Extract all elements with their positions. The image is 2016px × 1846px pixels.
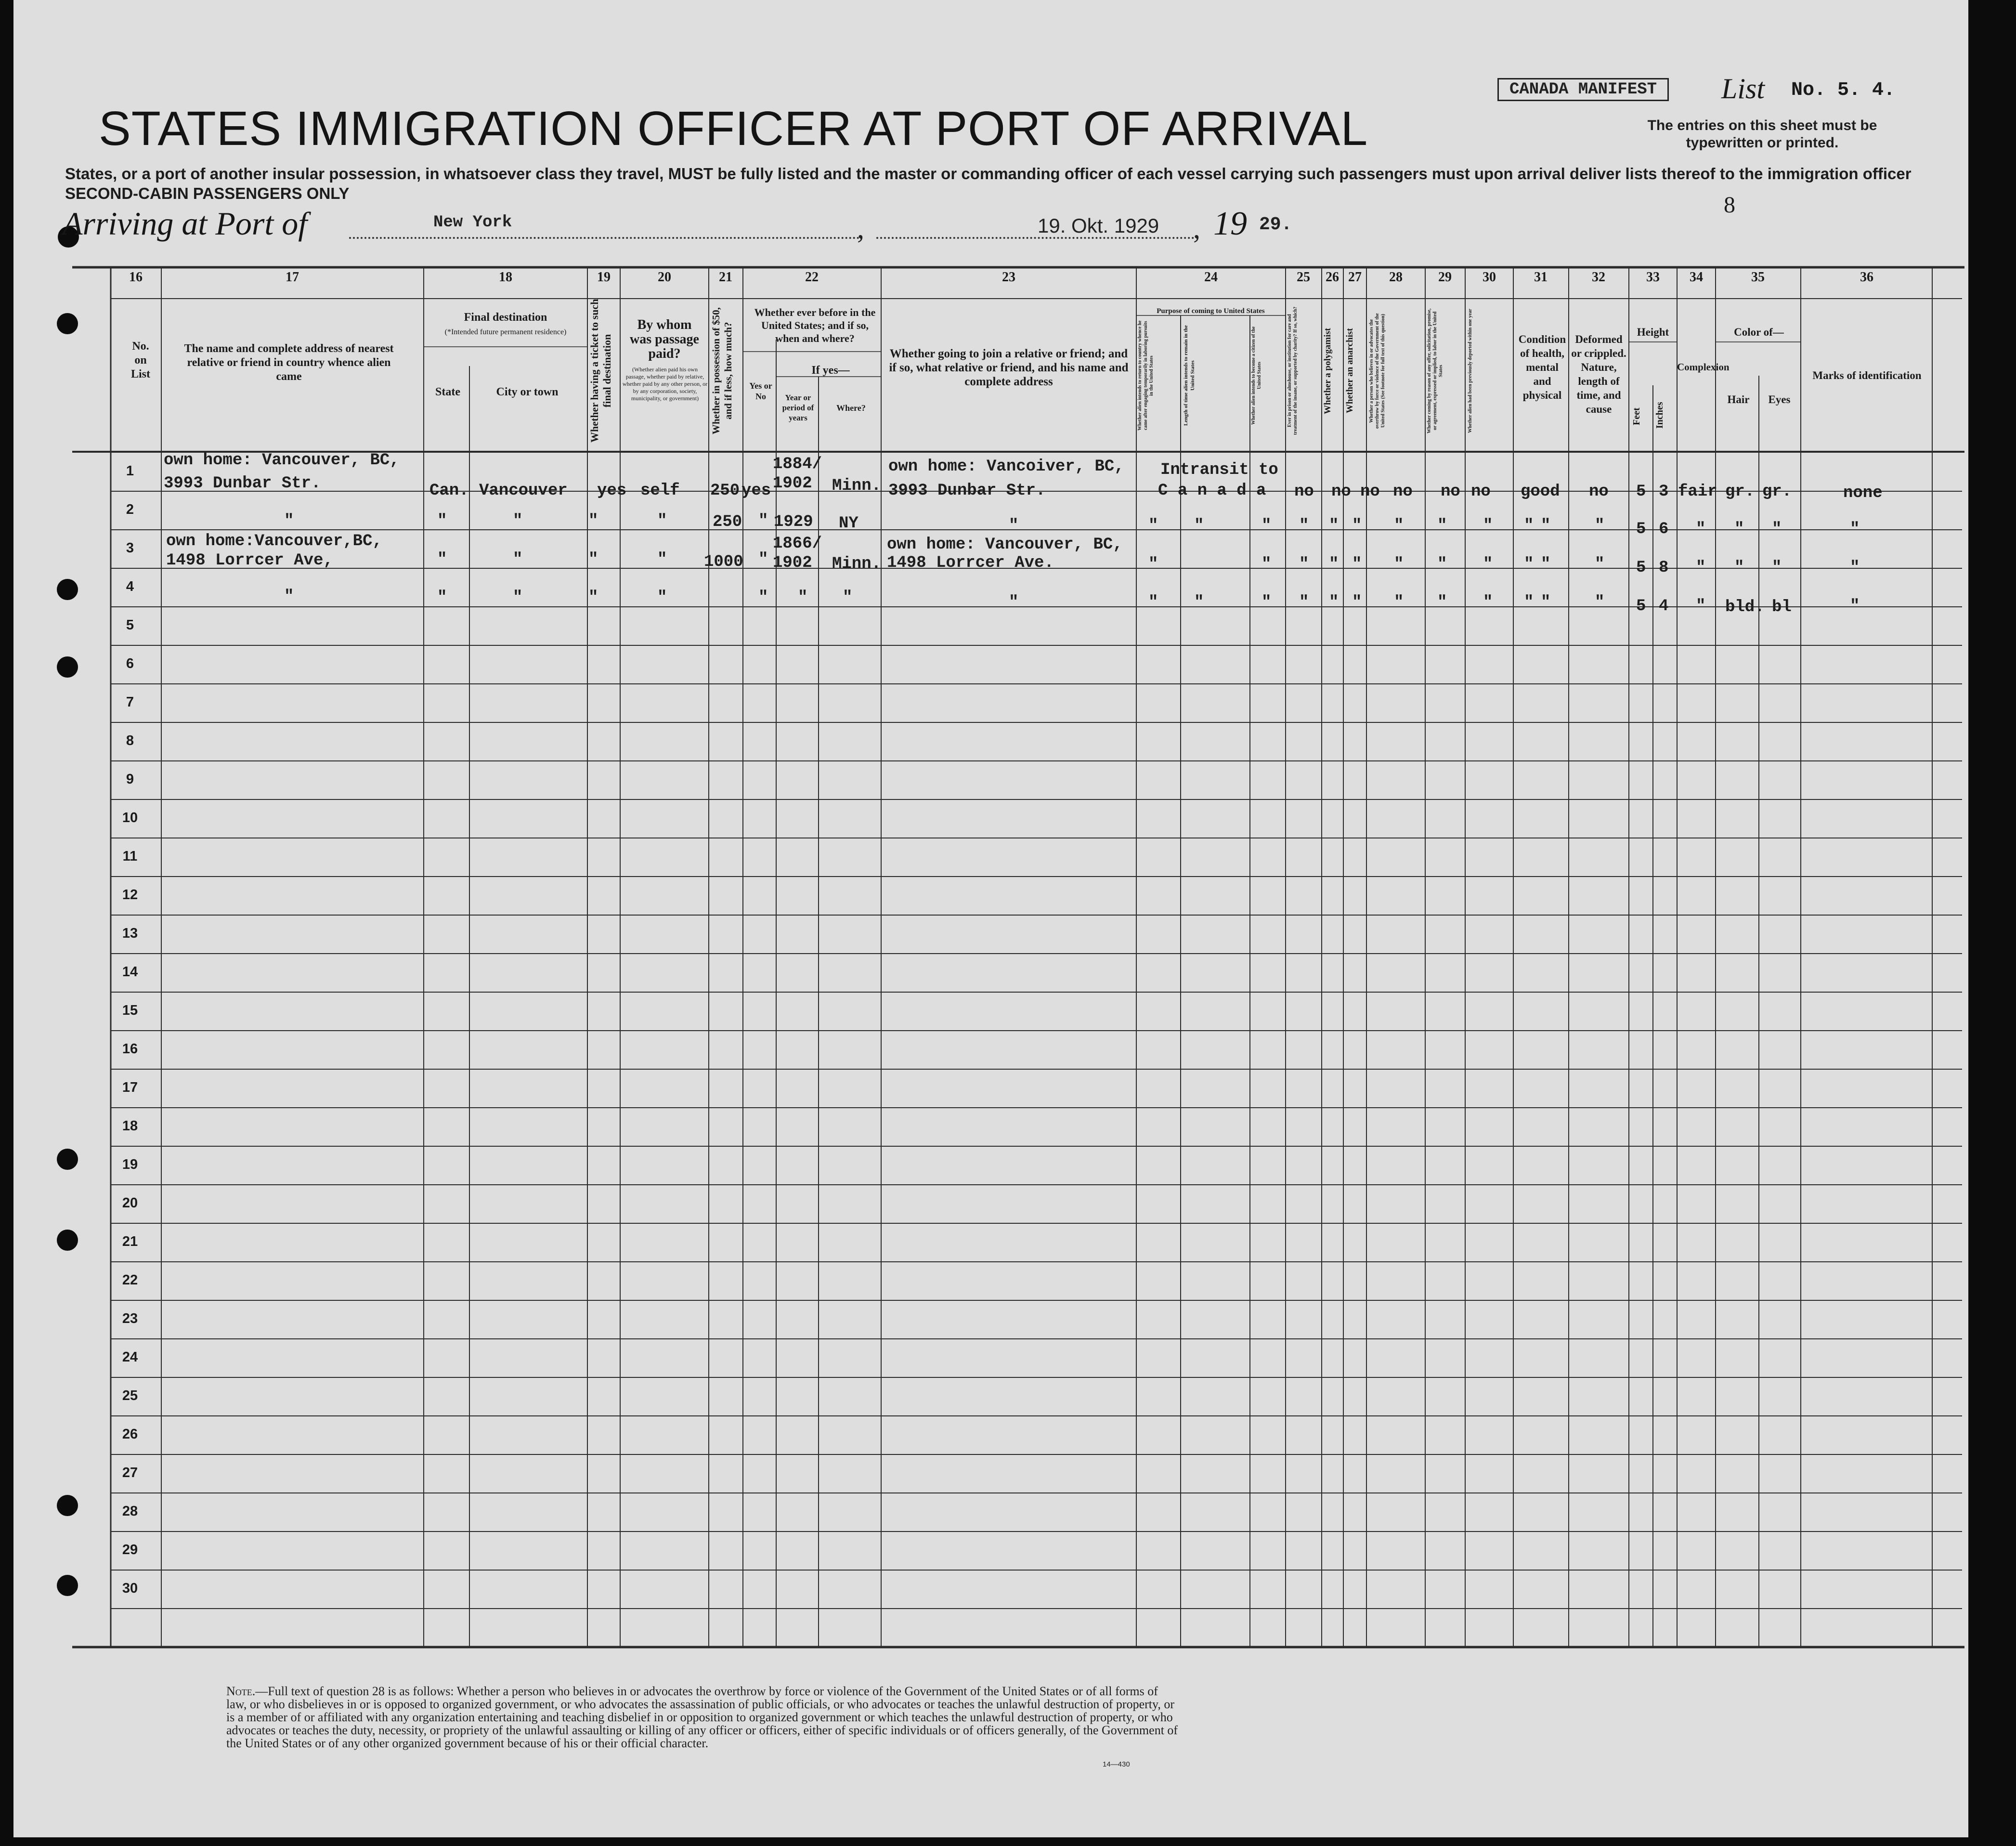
- entry-r4-inches: 4: [1659, 597, 1669, 615]
- header-ticket: Whether having a ticket to such final destination: [588, 299, 613, 443]
- entry-r1-years-end: 1902: [773, 474, 812, 493]
- page-subtitle: States, or a port of another insular possession, in whatsoever class they travel, MUST be fully listed and the master or commanding officer of each vessel carrying such passengers must upon arrival deliver lists thereof to the immigration officer: [65, 165, 1912, 183]
- comma: ,: [857, 212, 864, 244]
- ditto-mark: ": [1524, 593, 1534, 612]
- ditto-mark: ": [513, 589, 523, 607]
- column-number: 21: [719, 270, 732, 285]
- column-number: 32: [1592, 270, 1605, 285]
- ditto-mark: ": [1541, 517, 1551, 535]
- header-deported: Whether alien had been previously deported within one year: [1468, 309, 1473, 433]
- header-inches: Inches: [1654, 402, 1665, 429]
- ditto-mark: ": [1850, 520, 1860, 538]
- header-deformed: Deformed or crippled. Nature, length of time, and cause: [1571, 333, 1626, 415]
- ditto-mark: ": [1772, 520, 1782, 538]
- entry-r1-deformed: no: [1589, 483, 1609, 501]
- row-number: 25: [122, 1388, 138, 1403]
- row-number: 1: [126, 463, 134, 479]
- entry-r4-feet: 5: [1636, 597, 1646, 615]
- ditto-mark: ": [1148, 555, 1158, 574]
- entry-r3-inches: 8: [1659, 559, 1669, 577]
- row-number: 15: [122, 1003, 138, 1018]
- ditto-mark: ": [1009, 593, 1019, 612]
- header-final-destination-note: (*Intended future permanent residence): [444, 328, 567, 336]
- header-purpose-citizen: Whether alien intends to become a citizen of the United States: [1251, 326, 1262, 425]
- entry-r2-feet: 5: [1636, 520, 1646, 538]
- header-passage-note: (Whether alien paid his own passage, whether paid by relative, whether paid by any other person, or by any corporation, society, municipality, or government): [622, 366, 708, 402]
- entry-r3-join-address: 1498 Lorrcer Ave.: [887, 554, 1054, 572]
- entry-r3-join: own home: Vancouver, BC,: [887, 536, 1123, 554]
- ditto-mark: ": [1524, 517, 1534, 535]
- column-number: 35: [1751, 270, 1765, 285]
- header-height: Height: [1637, 326, 1669, 338]
- entry-r3-feet: 5: [1636, 559, 1646, 577]
- column-number: 33: [1646, 270, 1660, 285]
- header-yes-no: Yes or No: [749, 381, 772, 401]
- year-prefix: 19: [1213, 205, 1247, 242]
- ditto-mark: ": [588, 589, 598, 607]
- header-money: Whether in possession of $50, and if less, how much?: [710, 307, 734, 434]
- ditto-mark: ": [1734, 559, 1744, 577]
- entry-r2-inches: 6: [1659, 520, 1669, 538]
- header-where: Where?: [836, 403, 866, 413]
- entry-r1-purpose: Intransit to: [1160, 461, 1278, 479]
- header-hair: Hair: [1727, 393, 1750, 406]
- row-number: 13: [122, 926, 138, 941]
- ditto-mark: ": [1483, 593, 1493, 612]
- ditto-mark: ": [437, 589, 447, 607]
- row-number: 7: [126, 694, 134, 710]
- header-anarchist: Whether an anarchist: [1345, 328, 1355, 414]
- ditto-mark: ": [1394, 593, 1404, 612]
- ditto-mark: ": [1148, 593, 1158, 612]
- column-number: 36: [1860, 270, 1873, 285]
- ditto-mark: ": [1194, 517, 1204, 535]
- header-overthrow: Whether a person who believes in or advocates the overthrow by force or violence of the Government of the United States (See footnote for full text of this question): [1369, 313, 1386, 429]
- row-number: 23: [122, 1311, 138, 1326]
- column-number: 29: [1438, 270, 1452, 285]
- ditto-mark: ": [284, 512, 294, 530]
- footnote-label: Note.: [226, 1684, 256, 1698]
- row-number: 14: [122, 964, 138, 980]
- entry-r3-relative: own home:Vancouver,BC,: [166, 532, 382, 550]
- header-color-of: Color of—: [1734, 326, 1784, 338]
- ditto-mark: ": [1262, 593, 1272, 612]
- row-number: 3: [126, 540, 134, 556]
- footnote: [226, 1685, 1180, 1750]
- row-number: 17: [122, 1080, 138, 1095]
- entry-r4-hair: bld.: [1725, 598, 1765, 616]
- arrival-date: 19. Okt. 1929: [1038, 214, 1159, 237]
- ditto-mark: ": [437, 512, 447, 530]
- header-feet: Feet: [1631, 407, 1642, 426]
- row-number: 18: [122, 1118, 138, 1134]
- column-number: 34: [1690, 270, 1703, 285]
- ditto-mark: ": [1194, 593, 1204, 612]
- column-number: 24: [1204, 270, 1218, 285]
- entry-r1-deported: no: [1471, 483, 1491, 501]
- header-if-yes: If yes—: [811, 364, 850, 377]
- header-final-destination: Final destination: [464, 311, 547, 324]
- ditto-mark: ": [1734, 520, 1744, 538]
- ditto-mark: ": [758, 512, 768, 530]
- column-number: 16: [129, 270, 143, 285]
- ditto-mark: ": [1352, 555, 1362, 574]
- ditto-mark: ": [1329, 555, 1339, 574]
- row-number: 29: [122, 1542, 138, 1558]
- ditto-mark: ": [1009, 517, 1019, 535]
- header-no-on-list: No. on List: [130, 340, 150, 380]
- column-number: 19: [597, 270, 611, 285]
- header-purpose: Purpose of coming to United States: [1157, 307, 1265, 315]
- row-number: 10: [122, 810, 138, 825]
- ditto-mark: ": [1299, 555, 1309, 574]
- entry-r1-eyes: gr.: [1762, 483, 1792, 501]
- row-number: 2: [126, 502, 134, 517]
- header-join-relative: Whether going to join a relative or friend; and if so, what relative or friend, and his name and complete address: [889, 347, 1129, 388]
- header-eyes: Eyes: [1768, 393, 1791, 406]
- ditto-mark: ": [1541, 555, 1551, 574]
- ditto-mark: ": [513, 512, 523, 530]
- ditto-mark: ": [798, 589, 808, 607]
- entry-r1-relative: own home: Vancouver, BC,: [164, 451, 400, 470]
- entry-r1-money: 250: [710, 482, 740, 500]
- header-passage-paid: By whom was passage paid?: [630, 317, 699, 361]
- column-number: 23: [1002, 270, 1015, 285]
- row-number: 12: [122, 887, 138, 903]
- entry-r1-purpose-destination: C a n a d a: [1158, 482, 1266, 500]
- entry-r1-paid: self: [640, 482, 680, 500]
- row-number: 26: [122, 1427, 138, 1442]
- ditto-mark: ": [1329, 593, 1339, 612]
- page-title: STATES IMMIGRATION OFFICER AT PORT OF ARRIVAL: [99, 102, 1368, 156]
- entry-r1-feet: 5: [1636, 483, 1646, 501]
- row-number: 8: [126, 733, 134, 748]
- row-number: 5: [126, 617, 134, 633]
- entry-r1-hair: gr.: [1725, 483, 1755, 501]
- ditto-mark: ": [1352, 593, 1362, 612]
- ditto-mark: ": [1437, 593, 1447, 612]
- entry-r1-labor: no: [1441, 483, 1460, 501]
- entry-r1-before: yes: [741, 482, 771, 500]
- row-number: 27: [122, 1465, 138, 1480]
- row-number: 16: [122, 1041, 138, 1057]
- entry-r1-ticket: yes: [597, 482, 627, 500]
- ditto-mark: ": [588, 550, 598, 569]
- row-number: 19: [122, 1157, 138, 1172]
- ditto-mark: ": [657, 589, 667, 607]
- column-number: 27: [1348, 270, 1362, 285]
- entry-r4-eyes: bl: [1772, 598, 1792, 616]
- entry-r1-health: good: [1521, 483, 1560, 501]
- entry-r1-marks: none: [1843, 484, 1883, 502]
- arrival-year: 29.: [1259, 214, 1292, 235]
- ditto-mark: ": [1262, 555, 1272, 574]
- ditto-mark: ": [758, 550, 768, 569]
- column-number: 28: [1389, 270, 1403, 285]
- header-nearest-relative: The name and complete address of nearest relative or friend in country whence alien came: [184, 342, 394, 383]
- list-label: List: [1721, 73, 1765, 105]
- list-number: No. 5. 4.: [1791, 79, 1896, 101]
- passenger-class: SECOND-CABIN PASSENGERS ONLY: [65, 184, 350, 202]
- row-number: 30: [122, 1581, 138, 1596]
- ditto-mark: ": [1696, 597, 1706, 615]
- arrival-port: New York: [433, 213, 512, 232]
- arriving-label: Arriving at Port of: [63, 205, 308, 242]
- entry-r1-inches: 3: [1659, 483, 1669, 501]
- ditto-mark: ": [1329, 517, 1339, 535]
- header-purpose-length: Length of time alien intends to remain in the United States: [1183, 325, 1196, 426]
- entry-r3-money: 1000: [704, 553, 743, 571]
- entry-r1-join-address: 3993 Dunbar Str.: [888, 482, 1046, 500]
- ditto-mark: ": [1394, 555, 1404, 574]
- ditto-mark: ": [1696, 559, 1706, 577]
- header-polygamist: Whether a polygamist: [1323, 327, 1333, 414]
- typewritten-instruction: The entries on this sheet must be typewritten or printed.: [1647, 118, 1877, 151]
- row-number: 28: [122, 1504, 138, 1519]
- header-year-period: Year or period of years: [782, 393, 814, 422]
- entry-r1-city: Vancouver: [479, 482, 568, 500]
- row-number: 11: [122, 849, 138, 864]
- ditto-mark: ": [1850, 559, 1860, 577]
- column-number: 22: [805, 270, 819, 285]
- ditto-mark: ": [1595, 593, 1605, 612]
- column-number: 31: [1534, 270, 1548, 285]
- entry-r2-years: 1929: [774, 513, 813, 531]
- row-number: 21: [122, 1234, 138, 1249]
- column-number: 25: [1297, 270, 1310, 285]
- row-number: 20: [122, 1195, 138, 1211]
- entry-r1-relative-address: 3993 Dunbar Str.: [164, 474, 321, 493]
- column-number: 17: [286, 270, 299, 285]
- ditto-mark: ": [1541, 593, 1551, 612]
- column-number: 20: [658, 270, 671, 285]
- ditto-mark: ": [1524, 555, 1534, 574]
- ditto-mark: ": [843, 589, 853, 607]
- ditto-mark: ": [1437, 517, 1447, 535]
- ditto-mark: ": [437, 550, 447, 569]
- entry-r1-years: 1884/: [773, 455, 822, 473]
- ditto-mark: ": [513, 550, 523, 569]
- header-purpose-return: Whether alien intends to return to country whence he came after engaging temporarily in laboring pursuits in the United States: [1137, 320, 1154, 431]
- entry-r3-years: 1866/: [773, 535, 822, 553]
- header-prison: Ever in prison or almshouse, or institution for care and treatment of the insane, or supported by charity? If so, which?: [1287, 306, 1298, 435]
- footnote-text: —Full text of question 28 is as follows: Whether a person who believes in or advocates the overthrow by force or violence of the Government of the United States or of all forms of law, or who disbelieves in or is opposed to organized government, or who advocates the assassination of public officials, or who advocates or teaches the unlawful destruction of property, or is a member of or affiliated with any organization entertaining and teaching disbelief in or opposition to organized government or which teaches the unlawful destruction of property, or who advocates or teaches the duty, necessity, or propriety of the unlawful assaulting or killing of any officer or officers, either of specific individuals or of officers generally, of the Government of the United States or of any other organized government because of his or their official character.: [226, 1684, 1178, 1750]
- ditto-mark: ": [1595, 555, 1605, 574]
- entry-r1-state: Can.: [429, 482, 469, 500]
- ditto-mark: ": [588, 512, 598, 530]
- ditto-mark: ": [1148, 517, 1158, 535]
- column-number: 26: [1326, 270, 1339, 285]
- header-state: State: [435, 386, 460, 398]
- header-condition: Condition of health, mental and physical: [1518, 333, 1566, 401]
- entry-r3-where: Minn.: [832, 555, 882, 573]
- entry-r1-overthrow: no: [1393, 483, 1413, 501]
- header-complexion: Complexion: [1677, 361, 1730, 373]
- entry-r1-polygamist: no: [1331, 483, 1351, 501]
- header-before-in-us: Whether ever before in the United States; and if so, when and where?: [754, 306, 876, 344]
- row-number: 6: [126, 656, 134, 671]
- ditto-mark: ": [657, 512, 667, 530]
- entry-r3-relative-address: 1498 Lorrcer Ave,: [166, 551, 333, 570]
- entry-r1-complexion: fair: [1678, 483, 1717, 501]
- ditto-mark: ": [1352, 517, 1362, 535]
- ditto-mark: ": [1262, 517, 1272, 535]
- header-labor: Whether coming by reason of any offer, solicitation, promise, or agreement, expressed or implied, to labor in the United States: [1427, 308, 1444, 433]
- ditto-mark: ": [758, 589, 768, 607]
- row-number: 4: [126, 579, 134, 594]
- column-number: 30: [1483, 270, 1496, 285]
- ditto-mark: ": [1696, 520, 1706, 538]
- ditto-mark: ": [657, 550, 667, 569]
- ditto-mark: ": [1394, 517, 1404, 535]
- entry-r1-prison: no: [1294, 483, 1314, 501]
- ditto-mark: ": [284, 588, 294, 606]
- row-number: 22: [122, 1272, 138, 1288]
- manifest-tag: CANADA MANIFEST: [1497, 78, 1669, 101]
- ditto-mark: ": [1299, 593, 1309, 612]
- ditto-mark: ": [1772, 559, 1782, 577]
- ditto-mark: ": [1483, 555, 1493, 574]
- sheet-mark: 8: [1724, 192, 1735, 218]
- entry-r1-join: own home: Vancoiver, BC,: [888, 458, 1124, 476]
- ditto-mark: ": [1595, 517, 1605, 535]
- comma: ,: [1193, 212, 1200, 244]
- row-number: 24: [122, 1349, 138, 1365]
- entry-r3-years-end: 1902: [773, 554, 812, 572]
- ditto-mark: ": [1437, 555, 1447, 574]
- ditto-mark: ": [1299, 517, 1309, 535]
- form-number: 14—430: [1103, 1760, 1130, 1768]
- ditto-mark: ": [1483, 517, 1493, 535]
- column-number: 18: [499, 270, 512, 285]
- ditto-mark: ": [1850, 597, 1860, 615]
- entry-r2-money: 250: [713, 513, 742, 531]
- header-marks: Marks of identification: [1812, 369, 1922, 381]
- row-number: 9: [126, 772, 134, 787]
- entry-r2-where: NY: [839, 514, 858, 533]
- header-city: City or town: [496, 386, 559, 398]
- entry-r1-anarchist: no: [1360, 483, 1380, 501]
- entry-r1-where: Minn.: [832, 477, 882, 495]
